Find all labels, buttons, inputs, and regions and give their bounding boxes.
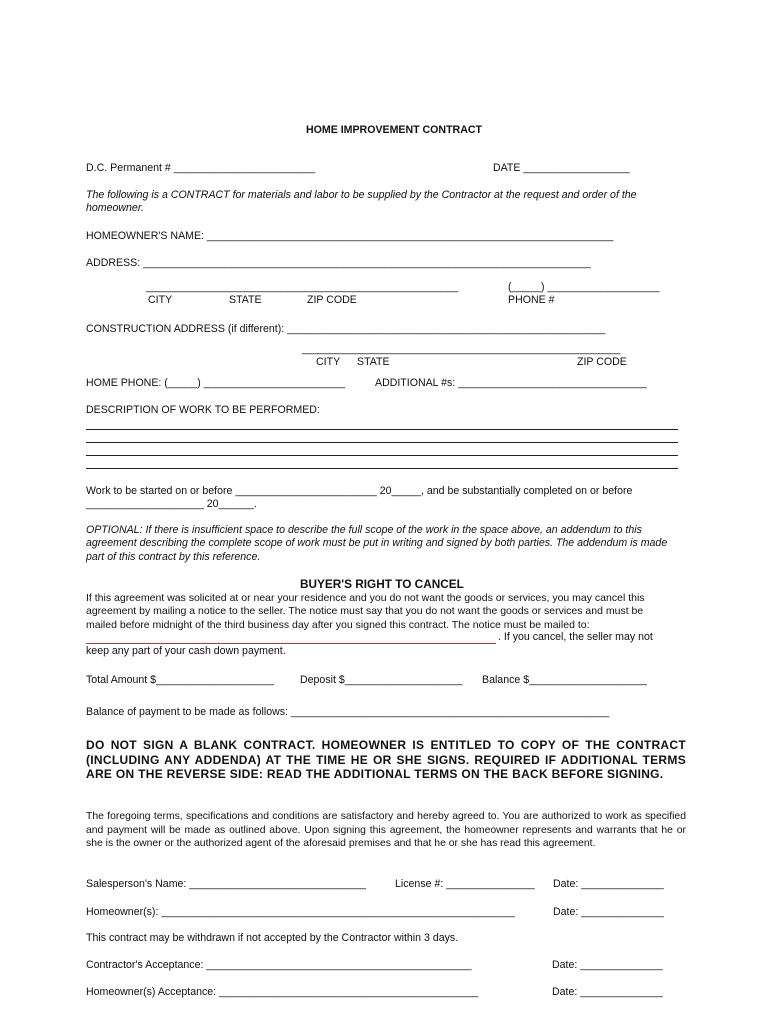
dc-permanent-field[interactable]: D.C. Permanent # ________________________ bbox=[86, 162, 316, 174]
date-field[interactable]: DATE __________________ bbox=[493, 162, 630, 174]
contractor-acceptance-field[interactable]: Contractor's Acceptance: _____________________________________________ bbox=[86, 959, 472, 971]
mail-to-address-line[interactable] bbox=[86, 643, 496, 644]
phone-field[interactable]: (_____) ___________________ bbox=[508, 281, 660, 293]
address-line-2[interactable]: _____________________________________________________ bbox=[146, 281, 459, 293]
homeowner-acceptance-field[interactable]: Homeowner(s) Acceptance: ____________________________________________ bbox=[86, 986, 479, 998]
phone-label: PHONE # bbox=[508, 294, 555, 306]
salesperson-name-field[interactable]: Salesperson's Name: ______________________________ bbox=[86, 878, 367, 890]
homeowners-field[interactable]: Homeowner(s): ____________________________________________________________ bbox=[86, 906, 515, 918]
description-line-3[interactable] bbox=[86, 455, 678, 456]
additional-numbers-field[interactable]: ADDITIONAL #s: ________________________________ bbox=[375, 377, 647, 389]
homeowner-acceptance-date-field[interactable]: Date: ______________ bbox=[552, 986, 663, 998]
construction-address-field[interactable]: CONSTRUCTION ADDRESS (if different): ______________________________________________________ bbox=[86, 323, 606, 335]
deposit-field[interactable]: Deposit $____________________ bbox=[300, 674, 463, 686]
home-phone-field[interactable]: HOME PHONE: (_____) ________________________ bbox=[86, 377, 346, 389]
total-amount-field[interactable]: Total Amount $____________________ bbox=[86, 674, 274, 686]
work-start-field[interactable]: Work to be started on or before ________________________ 20_____, and be substantially completed on or before bbox=[86, 485, 633, 497]
city-label-2: CITY bbox=[316, 356, 341, 368]
license-field[interactable]: License #: _______________ bbox=[395, 878, 535, 890]
homeowners-date-field[interactable]: Date: ______________ bbox=[553, 906, 664, 918]
state-label-2: STATE bbox=[357, 356, 390, 368]
balance-field[interactable]: Balance $____________________ bbox=[482, 674, 647, 686]
work-end-field[interactable]: ____________________ 20______. bbox=[86, 498, 257, 510]
salesperson-date-field[interactable]: Date: ______________ bbox=[553, 878, 664, 890]
cancel-text: If this agreement was solicited at or near your residence and you do not want the goods or services, you may cancel this agreement by mailing a notice to the seller. The notice must say that you do not want the goods or services and must be mailed before midnight of the third business day after you signed this contract. The notice must be mailed to: bbox=[86, 592, 645, 631]
zip-code-label: ZIP CODE bbox=[307, 294, 357, 306]
homeowner-name-field[interactable]: HOMEOWNER'S NAME: _____________________________________________________________________ bbox=[86, 230, 614, 242]
intro-text: The following is a CONTRACT for materials and labor to be supplied by the Contractor at the request and order of the homeowner. bbox=[86, 189, 637, 215]
contract-title: HOME IMPROVEMENT CONTRACT bbox=[306, 124, 482, 136]
warning-text: DO NOT SIGN A BLANK CONTRACT. HOMEOWNER IS ENTITLED TO COPY OF THE CONTRACT (INCLUDING ANY ADDENDA) AT THE TIME HE OR SHE SIGNS. REQUIRED IF ADDITIONAL TERMS ARE ON THE REVERSE SIDE: READ THE ADDITIONAL TERMS ON THE BACK BEFORE SIGNING. bbox=[86, 738, 686, 782]
description-label: DESCRIPTION OF WORK TO BE PERFORMED: bbox=[86, 404, 320, 416]
description-line-2[interactable] bbox=[86, 442, 678, 443]
balance-payment-field[interactable]: Balance of payment to be made as follows: ______________________________________________________ bbox=[86, 706, 610, 718]
address-field[interactable]: ADDRESS: ____________________________________________________________________________ bbox=[86, 257, 591, 269]
city-label: CITY bbox=[148, 294, 173, 306]
optional-text: OPTIONAL: If there is insufficient space to describe the full scope of the work in the space above, an addendum to this agreement describing the complete scope of work must be put in writing and signed by both parties. The addendum is made part of this contract by this reference. bbox=[86, 524, 668, 563]
withdrawn-text: This contract may be withdrawn if not accepted by the Contractor within 3 days. bbox=[86, 932, 459, 944]
cancel-tail-2: keep any part of your cash down payment. bbox=[86, 645, 286, 657]
contractor-date-field[interactable]: Date: ______________ bbox=[552, 959, 663, 971]
description-line-4[interactable] bbox=[86, 468, 678, 469]
agreement-text: The foregoing terms, specifications and conditions are satisfactory and hereby agreed to. You are authorized to work as specified and payment will be made as outlined above. Upon signing this agreement, the homeowner represents and warrants that he or she is the owner or the authorized agent of the aforesaid premises and that he or she has read this agreement. bbox=[86, 811, 686, 850]
description-line-1[interactable] bbox=[86, 429, 678, 430]
zip-code-label-2: ZIP CODE bbox=[577, 356, 627, 368]
construction-address-line-2[interactable]: ______________________________________________________ bbox=[302, 343, 621, 355]
cancel-tail: . If you cancel, the seller may not bbox=[498, 631, 653, 643]
cancel-heading: BUYER'S RIGHT TO CANCEL bbox=[300, 577, 464, 591]
state-label: STATE bbox=[229, 294, 262, 306]
